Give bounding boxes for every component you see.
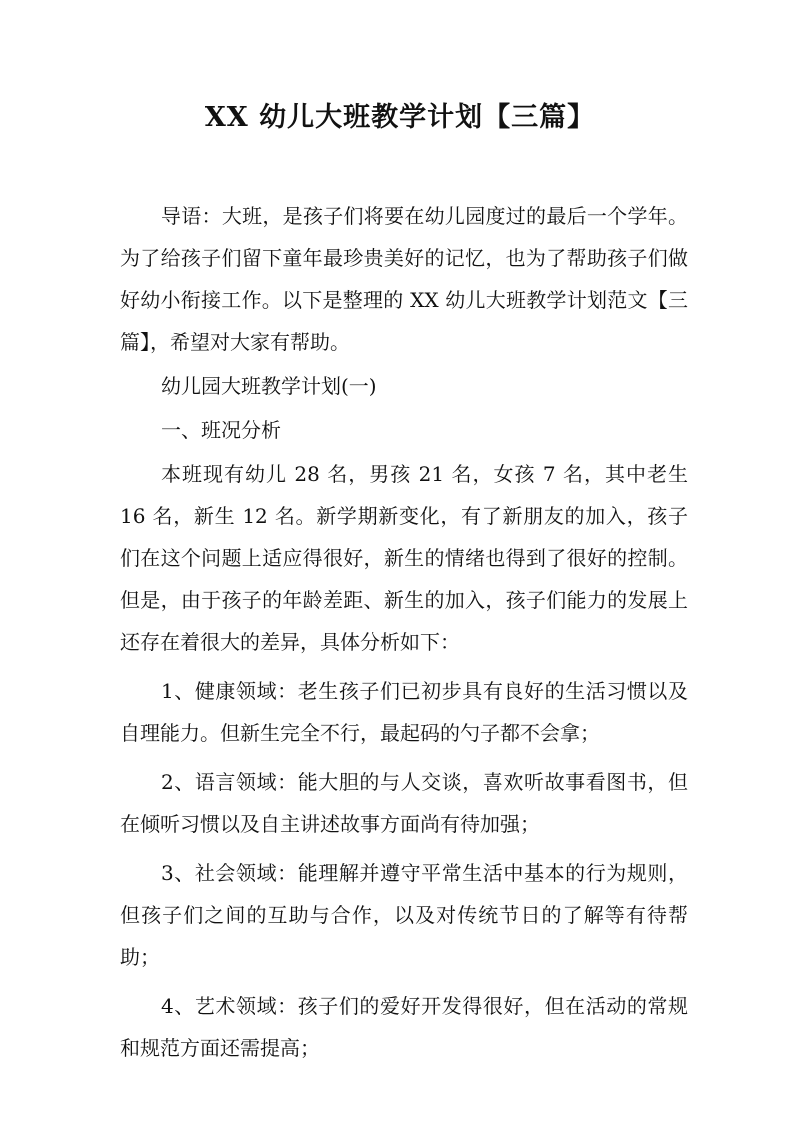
language-domain-paragraph: 2、语言领域：能大胆的与人交谈，喜欢听故事看图书，但在倾听习惯以及自主讲述故事方面尚有待加强；	[120, 770, 688, 836]
document-body	[120, 195, 688, 1071]
document-title: XX 幼儿大班教学计划【三篇】	[204, 102, 596, 133]
health-domain-paragraph: 1、健康领域：老生孩子们已初步具有良好的生活习惯以及自理能力。但新生完全不行，最起码的勺子都不会拿；	[120, 679, 688, 745]
social-domain-paragraph: 3、社会领域：能理解并遵守平常生活中基本的行为规则，但孩子们之间的互助与合作，以及对传统节日的了解等有待帮助；	[120, 861, 688, 969]
section-heading-class-analysis: 一、班况分析	[161, 418, 281, 442]
art-domain-paragraph: 4、艺术领域：孩子们的爱好开发得很好，但在活动的常规和规范方面还需提高；	[120, 994, 688, 1060]
class-analysis-paragraph: 本班现有幼儿 28 名，男孩 21 名，女孩 7 名，其中老生 16 名，新生 12 名。新学期新变化，有了新朋友的加入，孩子们在这个问题上适应得很好，新生的情绪也得到了很好的控制。但是，由于孩子的年龄差距、新生的加入，孩子们能力的发展上还存在着很大的差异，具体分析如下：	[120, 462, 688, 654]
intro-paragraph: 导语：大班，是孩子们将要在幼儿园度过的最后一个学年。为了给孩子们留下童年最珍贵美好的记忆，也为了帮助孩子们做好幼小衔接工作。以下是整理的 XX 幼儿大班教学计划范文【三篇】，希望对大家有帮助。	[120, 204, 688, 354]
plan-one-heading: 幼儿园大班教学计划(一)	[161, 374, 377, 398]
